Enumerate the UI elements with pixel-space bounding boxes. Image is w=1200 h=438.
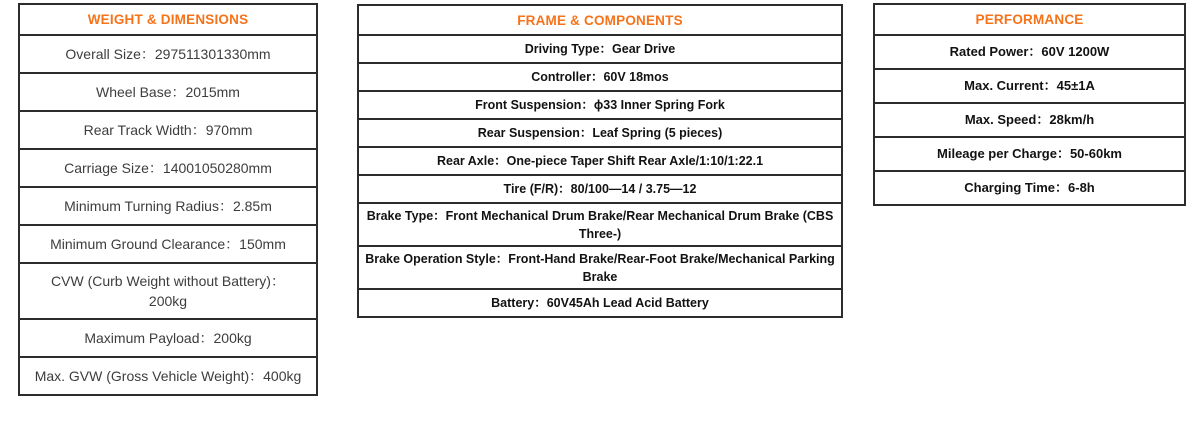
spec-text: Max. Speed：28km/h [964, 112, 1095, 127]
spec-row-curb-weight [20, 262, 316, 318]
spec-row-mileage-per-charge [875, 136, 1184, 170]
spec-text: Tire (F/R)：80/100—14 / 3.75—12 [503, 182, 697, 196]
spec-row-min-turning-radius [20, 186, 316, 224]
spec-row-overall-size [20, 34, 316, 72]
spec-text: Mileage per Charge：50-60km [937, 146, 1122, 161]
spec-text: Battery：60V45Ah Lead Acid Battery [491, 296, 709, 310]
spec-text: Brake Type：Front Mechanical Drum Brake/Rear Mechanical Drum Brake (CBS Three-) [366, 208, 834, 241]
spec-text: Max. Current：45±1A [964, 78, 1095, 93]
spec-text: Driving Type：Gear Drive [524, 42, 676, 56]
spec-text: Max. GVW (Gross Vehicle Weight)：400kg [34, 368, 302, 384]
spec-text: Maximum Payload：200kg [84, 330, 252, 346]
spec-row-brake-operation-style [359, 245, 841, 288]
spec-row-controller [359, 62, 841, 90]
spec-row-min-ground-clearance [20, 224, 316, 262]
spec-text: Carriage Size：14001050280mm [64, 160, 272, 176]
spec-text: Minimum Ground Clearance：150mm [50, 236, 286, 252]
spec-row-max-current [875, 68, 1184, 102]
weight-dimensions-table [18, 3, 318, 396]
spec-row-brake-type [359, 202, 841, 245]
performance-table [873, 3, 1186, 206]
spec-row-driving-type [359, 34, 841, 62]
spec-text: Charging Time：6-8h [964, 180, 1095, 195]
spec-text: Rear Axle：One-piece Taper Shift Rear Axle/1:10/1:22.1 [436, 154, 764, 168]
spec-text: Wheel Base：2015mm [96, 84, 240, 100]
spec-row-rated-power [875, 34, 1184, 68]
spec-row-tire [359, 174, 841, 202]
spec-row-max-speed [875, 102, 1184, 136]
spec-text: Minimum Turning Radius：2.85m [64, 198, 272, 214]
spec-text: Rated Power：60V 1200W [949, 44, 1110, 59]
spec-text: Rear Track Width：970mm [83, 122, 253, 138]
spec-text: Controller：60V 18mos [531, 70, 669, 84]
spec-text: Brake Operation Style：Front-Hand Brake/Rear-Foot Brake/Mechanical Parking Brake [365, 251, 835, 284]
spec-text: CVW (Curb Weight without Battery)：200kg [51, 273, 285, 309]
spec-row-rear-track-width [20, 110, 316, 148]
spec-row-carriage-size [20, 148, 316, 186]
weight-dimensions-title: WEIGHT & DIMENSIONS [87, 12, 249, 27]
spec-row-rear-axle [359, 146, 841, 174]
frame-components-table [357, 4, 843, 318]
spec-row-charging-time [875, 170, 1184, 204]
spec-text: Rear Suspension：Leaf Spring (5 pieces) [477, 126, 723, 140]
frame-components-title: FRAME & COMPONENTS [517, 12, 683, 28]
spec-row-max-payload [20, 318, 316, 356]
spec-row-max-gvw [20, 356, 316, 394]
spec-text: Front Suspension：ϕ33 Inner Spring Fork [475, 98, 725, 112]
spec-row-wheel-base [20, 72, 316, 110]
performance-title: PERFORMANCE [975, 12, 1084, 27]
spec-text: Overall Size：297511301330mm [65, 46, 271, 62]
spec-row-battery [359, 288, 841, 316]
spec-row-front-suspension [359, 90, 841, 118]
spec-row-rear-suspension [359, 118, 841, 146]
